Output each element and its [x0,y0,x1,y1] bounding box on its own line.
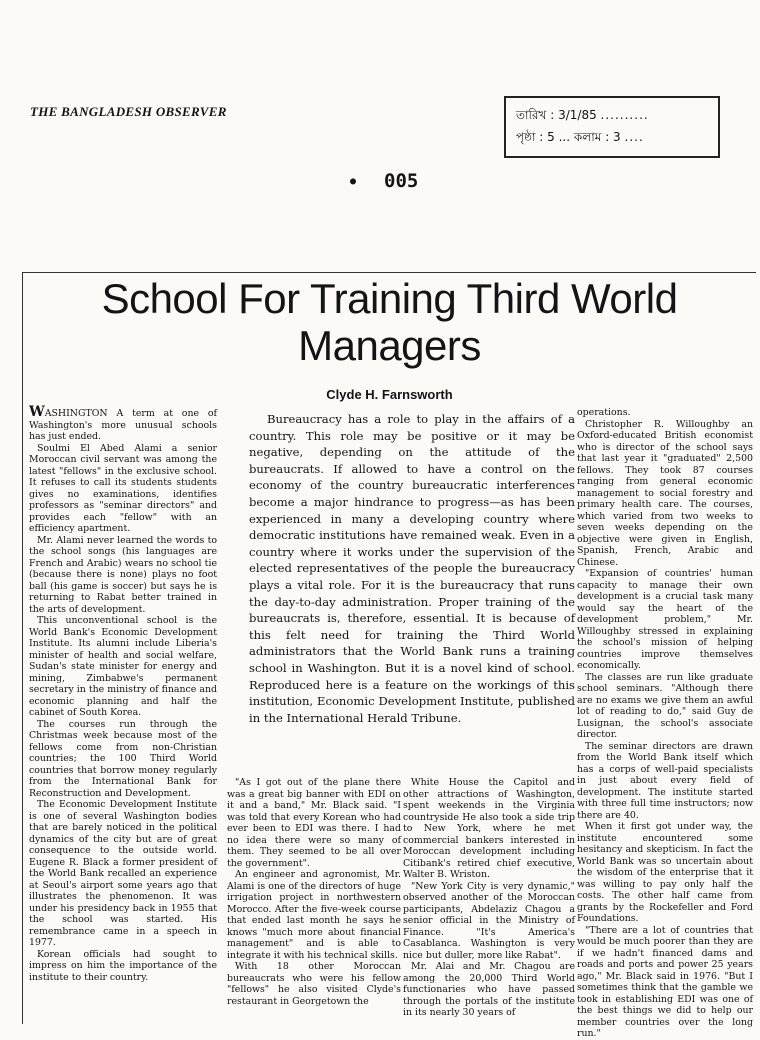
paragraph: "As I got out of the plane there was a great big banner with EDI on it and a band," Mr. Black said. "I was told that every Korean who had ever been to EDI was there. I had no idea there were so many of them. They seemed to be all over the government". [227,777,401,869]
column-2 [227,777,401,1023]
column-3 [403,777,575,1023]
paragraph: Soulmi El Abed Alami a senior Moroccan civil servant was among the latest "fellows" in the exclusive school. It refuses to call its students students gives no examinations, identifies professors as "seminar directors" and provides each "fellow" with an efficiency apartment. [29,442,217,534]
page-code-number: 005 [384,170,419,192]
stamp-date-label: তারিখ [516,108,547,122]
paragraph: With 18 other Moroccan bureaucrats who were his fellow "fellows" he also visited Clyde's restaurant in Georgetown the [227,961,401,1007]
byline: Clyde H. Farnsworth [326,387,453,402]
bullet-icon: ● [350,176,357,187]
paragraph: The seminar directors are drawn from the World Bank itself which has a corps of well-paid specialists in just about every field of development. The institute started with three full time instructors; now there are 40. [577,740,753,821]
stamp-column-value: 3 [613,130,621,144]
paragraph: Mr. Alai and Mr. Chagou are among the 20,000 Third World functionaries who have passed through the portals of the institute in its nearly 30 years of [403,961,575,1018]
stamp-page-row: পৃষ্ঠা : 5 ... কলাম : 3 .... [516,130,644,144]
paragraph: "New York City is very dynamic," observed another of the Moroccan participants, Abdelaziz Chagou a senior official in the Ministry of Finance. "It's America's Casablanca. Washington is very nice but duller, more like Rabat". [403,880,575,961]
paragraph: The classes are run like graduate school seminars. "Although there are no exams we give them an awful lot of reading to do," said Guy de Lusignan, the school's associate director. [577,671,753,740]
headline: School For Training Third World Managers [101,275,678,369]
page-code [350,170,418,192]
paragraph: "Expansion of countries' human capacity to manage their own development is a crucial task many would say the heart of the development problem," Mr. Willoughby stressed in explaining the school's mission of helping countries improve themselves economically. [577,568,753,671]
paragraph: When it first got under way, the institute encountered some hesitancy and skepticism. In fact the World Bank was so uncertain about the wisdom of the enterprise that it was willing to pay only half the costs. The other half came from grants by the Rockefeller and Ford Foundations. [577,821,753,924]
paragraph: "There are a lot of countries that would be much poorer than they are if we hadn't financed dams and roads and ports and power 25 years ago," Mr. Black said in 1976. "But I sometimes think that the gamble we took in establishing EDI was one of the best things we did to help our member countries over the long run." [577,924,753,1039]
stamp-date-value: 3/1/85 [558,108,597,122]
article [22,272,756,1039]
paragraph: An engineer and agronomist, Mr. Alami is one of the directors of huge irrigation project in northwestern Morocco. After the five-week course that ended last month he says he knows "much more about financial management" and is able to integrate it with his technical skills. [227,869,401,961]
paragraph: Mr. Alami never learned the words to the school songs (his languages are French and Arabic) wears no school tie (because there is none) plays no foot ball (his game is soccer) but says he is returning to Rabat better trained in the arts of development. [29,534,217,615]
paragraph: WASHINGTON A term at one of Washington's more unusual schools has just ended. [29,404,217,442]
newspaper-masthead: THE BANGLADESH OBSERVER [30,104,227,119]
stamp-page-label: পৃষ্ঠা [516,130,536,144]
editorial-intro: Bureaucracy has a role to play in the affairs of a country. This role may be positive or it may be negative, depending on the attitude of the bureaucrats. If allowed to have a control on the economy of the country bureaucratic interferences become a major hindrance to progress—as has been experienced in many a developing country where democratic institutions have remained weak. Even in a country where it works under the supervision of the elected representatives of the people the bureaucracy plays a vital role. For it is the bureaucracy that runs the day-to-day administration. Proper training of the bureaucrats is, therefore, essential. It is because of this felt need for training the Third World administrators that the World Bank runs a training school in Washington. But it is a novel kind of school. Reproduced here is a feature on the workings of this institution, Economic Development Institute, published in the International Herald Tribune. [249,412,575,725]
stamp-column-label: কলাম [573,130,602,144]
paragraph: The Economic Development Institute is one of several Washington bodies that are barely noticed in the political dynamics of the city but are of great consequence to the outside world. Eugene R. Black a former president of the World Bank recalled an experience at Seoul's airport some years ago that illustrates the phenomenon. It was under his presidency back in 1955 that the school was started. His remembrance came in a speech in 1977. [29,799,217,948]
column-1 [29,404,217,1023]
archive-stamp [504,96,720,158]
paragraph: operations. [577,407,631,418]
stamp-page-value: 5 [547,130,555,144]
column-4 [577,407,753,1039]
paragraph: Korean officials had sought to impress on him the importance of the institute to their country. [29,948,217,983]
paragraph: The courses run through the Christmas week because most of the fellows come from non-Christian countries; the 100 Third World countries that borrow money regularly from the International Bank for Reconstruction and Development. [29,718,217,799]
paragraph: White House the Capitol and other attractions of Washington, spent weekends in the Virginia countryside He also took a side trip to New York, where he met commercial bankers interested in Moroccan development including Citibank's retired chief executive, Walter B. Wriston. [403,777,575,880]
paragraph: Christopher R. Willoughby an Oxford-educated British economist who is director of the school says that last year it "graduated" 2,500 fellows. They took 87 courses ranging from general economic management to social forestry and primary health care. The courses, which varied from two weeks to seven weeks depending on the objective were given in English, Spanish, French, Arabic and Chinese. [577,418,753,568]
paragraph: This unconventional school is the World Bank's Economic Development Institute. Its alumni include Liberia's minister of health and social welfare, Sudan's state minister for energy and mining, Zimbabwe's permanent secretary in the ministry of finance and economic planning and half the cabinet of South Korea. [29,615,217,718]
drop-cap: W [29,404,45,420]
stamp-date-row: তারিখ : 3/1/85 .......... [516,108,649,122]
